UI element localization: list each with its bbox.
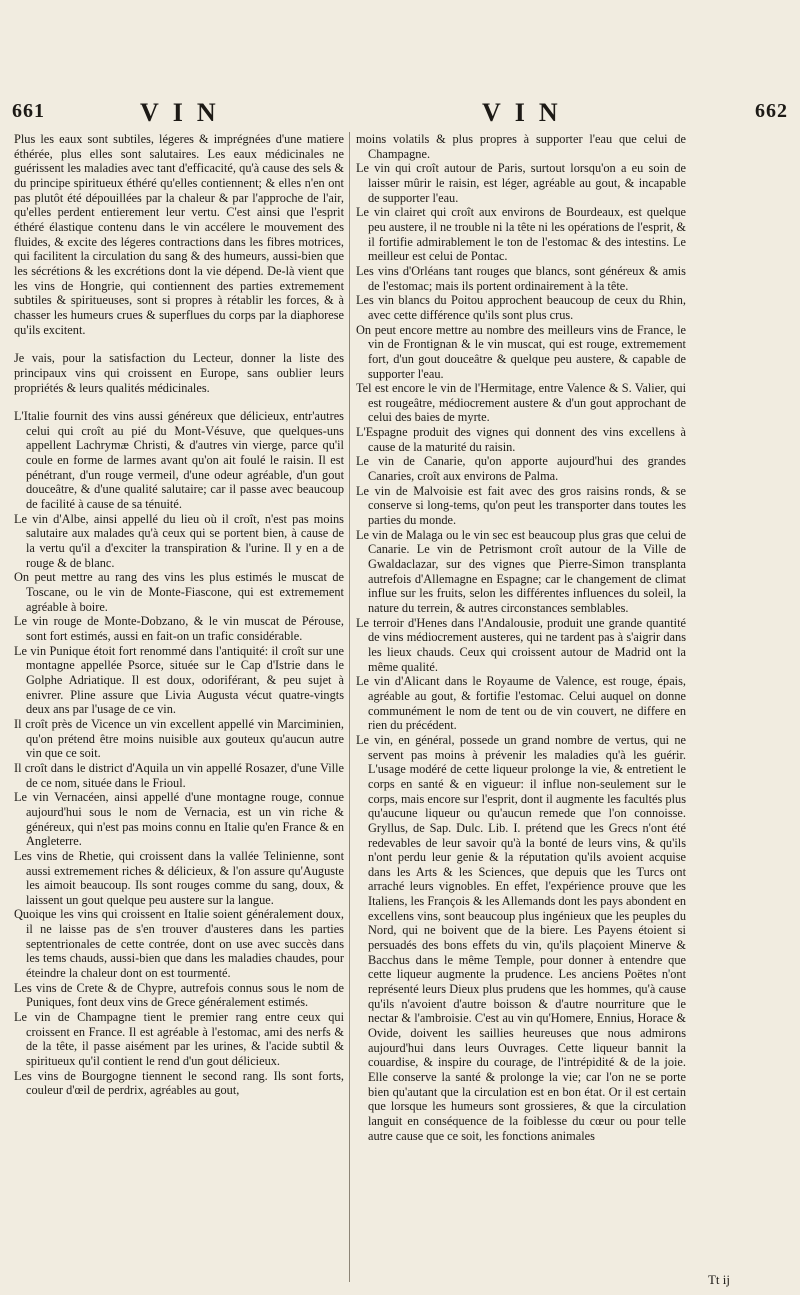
paragraph: Le vin Vernacéen, ainsi appellé d'une montagne rouge, connue aujourd'hui sous le nom de Vernacia, est un vin riche & généreux, qui n'est pas moins connu en Italie qu'en France & en Angleterre.: [14, 790, 344, 849]
left-running-head: VIN: [140, 98, 230, 127]
paragraph: Les vin blancs du Poitou approchent beaucoup de ceux du Rhin, avec cette différence qu'ils sont plus crus.: [356, 293, 686, 322]
paragraph: Plus les eaux sont subtiles, légeres & imprégnées d'une matiere éthérée, plus elles sont salutaires. Les eaux médicinales ne guérissent les maladies avec tant d'efficacité, qu'à cause des sels & du principe spiritueux éthéré qu'elles contiennent; & elles n'en ont pas plutôt été dépouillées par la chaleur & par l'approche de l'air, qu'elles perdent entierement leur vertu. C'est ainsi que l'esprit éthéré élastique contenu dans le vin accélere le mouvement des fluides, & excite des légeres contractions dans les fibres motrices, qui facilitent la circulation du sang & des humeurs, aussi-bien que les sécrétions & les excrétions dont la vie dépend. De-là vient que les vins de Hongrie, qui contiennent des parties extremement subtiles & spiritueuses, sont si propres à rétablir les forces, & à chasser les humeurs crues & superflues du corps par la diaphorese qu'ils excitent.: [14, 132, 344, 337]
paragraph: L'Espagne produit des vignes qui donnent des vins excellens à cause de la maturité du raisin.: [356, 425, 686, 454]
paragraph: Le vin de Canarie, qu'on apporte aujourd'hui des grandes Canaries, croît aux environs de Palma.: [356, 454, 686, 484]
running-header: [12, 98, 788, 130]
paragraph: Les vins d'Orléans tant rouges que blancs, sont généreux & amis de l'estomac; mais ils portent ordinairement à la tête.: [356, 263, 686, 293]
paragraph: Le vin Punique étoit fort renommé dans l'antiquité: il croît sur une montagne appellée Psorce, située sur le Cap d'Istrie dans le Golphe Adriatique. Il est doux, odoriférant, & peu sujet à enivrer. Pline assure que Livia Augusta vécut quatre-vingts deux ans par l'usage de ce vin.: [14, 643, 344, 717]
paragraph: Le vin de Champagne tient le premier rang entre ceux qui croissent en France. Il est agréable à l'estomac, ami des nerfs & de la tête, il passe aisément par les urines, & l'acide subtil & spiritueux qu'il contient le rend d'un gout délicieux.: [14, 1010, 344, 1069]
signature-mark: Tt ij: [707, 1272, 730, 1287]
paragraph: Je vais, pour la satisfaction du Lecteur, donner la liste des principaux vins qui croissent en Europe, sans oublier leurs propriétés & leurs qualités médicinales.: [14, 351, 344, 395]
paragraph: Le vin d'Alicant dans le Royaume de Valence, est rouge, épais, agréable au gout, & fortifie l'estomac. Celui auquel on donne communément le nom de tent ou de vin couvert, ne differe en rien du précédent.: [356, 674, 686, 733]
paragraph: Le vin de Malvoisie est fait avec des gros raisins ronds, & se conserve si long-tems, qu'on peut les transporter dans toutes les parties du monde.: [356, 483, 686, 528]
paragraph: Le vin qui croît autour de Paris, surtout lorsqu'on a eu soin de laisser mûrir le raisin, est léger, agréable au gout, & incapable de supporter l'eau.: [356, 161, 686, 205]
paragraph: L'Italie fournit des vins aussi généreux que délicieux, entr'autres celui qui croît au pié du Mont-Vésuve, que quelques-uns appellent Lachrymæ Christi, & d'autres vin vierge, parce qu'il coule en forme de larmes avant qu'on ait foulé le raisin. Il est pénétrant, d'un rouge vermeil, d'une odeur agréable, d'un gout douceâtre, & d'une qualité salutaire; car il passe avec beaucoup de facilité à cause de sa ténuité.: [14, 409, 344, 512]
paragraph: Les vins de Bourgogne tiennent le second rang. Ils sont forts, couleur d'œil de perdrix, agréables au gout,: [14, 1068, 344, 1098]
paragraph: Quoique les vins qui croissent en Italie soient généralement doux, il ne laisse pas de s'en trouver d'austeres dans les parties septentrionales de cette contrée, dont on use avec succès dans les tems chauds, aussi-bien que dans les maladies chaudes, pour éteindre la chaleur dont on est tourmenté.: [14, 907, 344, 981]
right-column: [356, 132, 686, 1143]
right-running-head: VIN: [482, 98, 572, 127]
column-divider: [349, 132, 350, 1282]
left-page-number: 661: [12, 100, 45, 122]
paragraph: Le vin clairet qui croît aux environs de Bourdeaux, est quelque peu austere, il ne trouble ni la tête ni les opérations de l'esprit, & il fortifie admirablement le ton de l'estomac & des intestins. Le meilleur est celui de Pontac.: [356, 205, 686, 264]
paragraph: Les vins de Crete & de Chypre, autrefois connus sous le nom de Puniques, font deux vins de Grece généralement estimés.: [14, 980, 344, 1010]
paragraph: Le vin d'Albe, ainsi appellé du lieu où il croît, n'est pas moins salutaire aux malades qu'à ceux qui se portent bien, à cause de la vertu qu'il a d'exciter la transpiration & l'urine. Il y en a de rouge & de blanc.: [14, 511, 344, 570]
paragraph: Le vin rouge de Monte-Dobzano, & le vin muscat de Pérouse, sont fort estimés, aussi en fait-on un trafic considérable.: [14, 614, 344, 643]
paragraph: Le vin, en général, possede un grand nombre de vertus, qui ne servent pas moins à prévenir les maladies qu'à les guérir. L'usage modéré de cette liqueur prolonge la vie, & entretient le corps en santé & en vigueur: il influe non-seulement sur le corps, mais encore sur l'esprit, dont il augmente les facultés plus qu'aucune liqueur ou qu'aucun remede que l'on connoisse. Gryllus, de Sap. Dulc. Lib. I. prétend que les Grecs n'ont été redevables de leur savoir qu'à la bonté de leurs vins, & qu'ils n'ont perdu leur genie & la réputation qu'ils avoient acquise dans les Arts & les Sciences, que depuis que les Turcs ont arraché leurs vignobles. En effet, l'expérience prouve que les Italiens, les François & les Allemands dont les pays abondent en excellens vins, sont beaucoup plus ingénieux que les peuples du Nord, qui ne boivent que de la biere. Les Payens étoient si persuadés des bons effets du vin, qu'ils plaçoient Minerve & Bacchus dans le même Temple, pour donner à entendre que cette liqueur augmente la prudence. Les anciens Poëtes n'ont représenté leurs Dieux plus prudens que les hommes, qu'à cause qu'ils n'avoient d'autre boisson & d'autre nourriture que le nectar & l'ambroisie. C'est au vin qu'Homere, Ennius, Horace & Ovide, doivent les saillies heureuses que nous admirons aujourd'hui dans leurs Ouvrages. Cette liqueur bannit la couardise, & inspire du courage, de l'intrépidité & de la joie. Elle conserve la santé & prolonge la vie; car l'on ne se porte bien qu'autant que la circulation est en bon état. Or il est certain que lorsque les humeurs sont grossieres, & que la circulation languit en conséquence de la foiblesse du cœur ou pour telle autre cause que ce soit, les fonctions animales: [356, 732, 686, 1143]
paragraph: moins volatils & plus propres à supporter l'eau que celui de Champagne.: [356, 132, 686, 161]
paragraph: Il croît dans le district d'Aquila un vin appellé Rosazer, d'une Ville de ce nom, située dans le Frioul.: [14, 760, 344, 790]
paragraph: On peut encore mettre au nombre des meilleurs vins de France, le vin de Frontignan & le vin muscat, qui est rouge, extremement fort, d'un gout douceâtre & quelque peu austere, & capable de supporter l'eau.: [356, 322, 686, 381]
left-column: [14, 132, 344, 1098]
paragraph: Les vins de Rhetie, qui croissent dans la vallée Telinienne, sont aussi extremement riches & délicieux, & l'on assure qu'Auguste les aimoit beaucoup. Ils sont rouges comme du sang, doux, & laissent un gout quelque peu austere sur la langue.: [14, 848, 344, 907]
right-page-number: 662: [755, 100, 788, 122]
paragraph: Il croît près de Vicence un vin excellent appellé vin Marciminien, qu'on prétend être moins nuisible aux gouteux qu'aucun autre vin que ce soit.: [14, 716, 344, 761]
paragraph: Le terroir d'Henes dans l'Andalousie, produit une grande quantité de vins médiocrement austeres, qui ne tardent pas à s'aigrir dans les lieux chauds. Ceux qui croissent autour de Madrid ont la même qualité.: [356, 615, 686, 674]
paragraph: Le vin de Malaga ou le vin sec est beaucoup plus gras que celui de Canarie. Le vin de Petrismont croît autour de la Ville de Gwaldaclazar, sur des vignes que Pierre-Simon transplanta autrefois d'Allemagne en Espagne; car le changement de climat influe sur les fruits, selon les différentes influences du soleil, la nature du terrein, & autres circonstances semblables.: [356, 527, 686, 615]
paragraph: Tel est encore le vin de l'Hermitage, entre Valence & S. Valier, qui est rougeâtre, médiocrement austere & d'un gout approchant de celui des baies de myrte.: [356, 381, 686, 425]
paragraph: On peut mettre au rang des vins les plus estimés le muscat de Toscane, ou le vin de Monte-Fiascone, qui est extremement agréable à boire.: [14, 570, 344, 614]
